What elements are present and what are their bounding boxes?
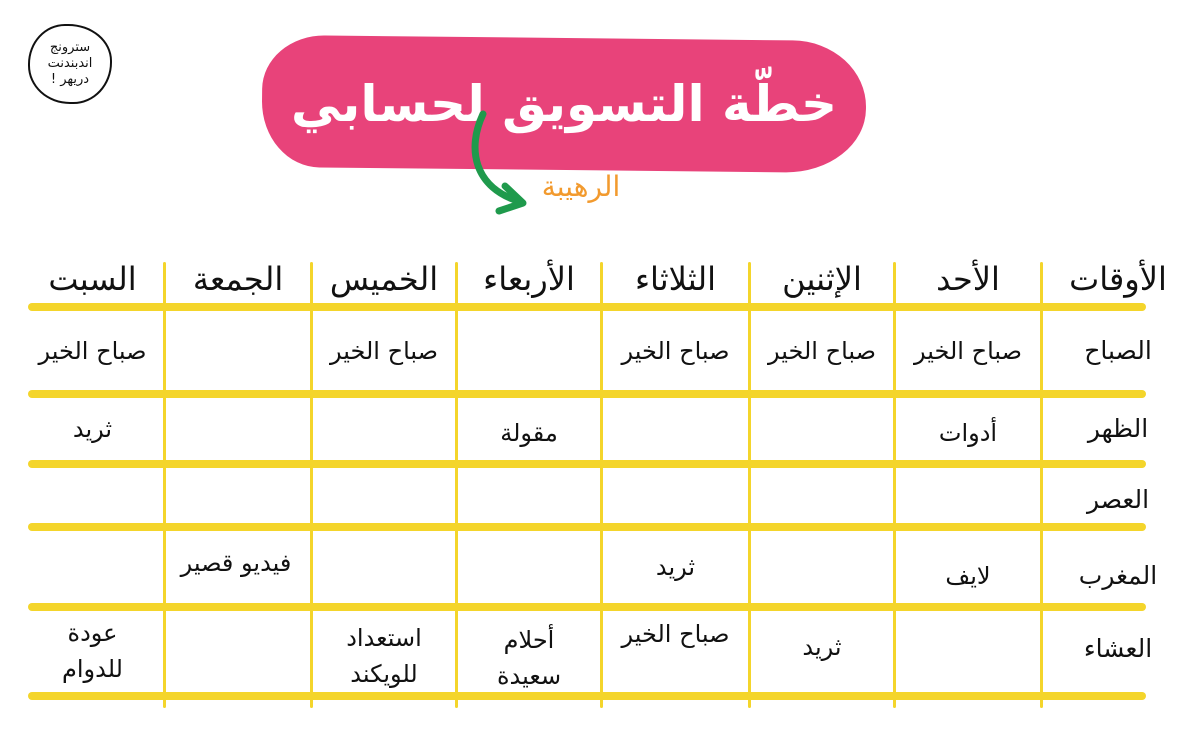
grid-line-h [28, 303, 1146, 311]
cell-afternoon-monday [751, 468, 893, 523]
cell-noon-wednesday: مقولة [500, 419, 558, 447]
header-times: الأوقات [1069, 260, 1167, 298]
cell-sunset-wednesday [458, 531, 600, 603]
time-evening: العشاء [1083, 633, 1153, 663]
header-tuesday: الثلاثاء [634, 260, 717, 298]
cell-afternoon-sunday [896, 468, 1040, 523]
cell-noon-sunday: أدوات [938, 419, 998, 447]
cell-evening-saturday: عودة للدوام [62, 619, 123, 683]
header-saturday: السبت [48, 260, 137, 298]
cell-evening-tuesday: صباح الخير [621, 620, 730, 648]
subtitle: الرهيبة [541, 170, 621, 203]
grid-line-h [28, 523, 1146, 531]
cell-sunset-tuesday: ثريد [655, 553, 696, 581]
cell-evening-friday [166, 611, 310, 692]
cell-sunset-friday: فيديو قصير [180, 549, 292, 577]
cell-evening-wednesday: أحلام سعيدة [496, 626, 562, 690]
cell-evening-monday: ثريد [802, 633, 842, 661]
time-sunset: المغرب [1078, 561, 1158, 590]
time-afternoon: العصر [1086, 485, 1150, 514]
cell-noon-friday [166, 398, 310, 460]
cell-morning-thursday: صباح الخير [330, 336, 439, 365]
header-friday: الجمعة [192, 260, 284, 298]
cell-noon-saturday: ثريد [72, 415, 113, 443]
cell-sunset-thursday [313, 531, 455, 603]
cell-sunset-saturday [22, 531, 163, 603]
brand-badge [28, 24, 112, 104]
cell-morning-tuesday: صباح الخير [621, 336, 730, 365]
cell-sunset-monday [751, 531, 893, 603]
grid-line-h [28, 390, 1146, 398]
cell-morning-wednesday [458, 311, 600, 390]
cell-afternoon-thursday [313, 468, 455, 523]
header-sunday: الأحد [936, 260, 1000, 298]
cell-afternoon-tuesday [603, 468, 748, 523]
time-noon: الظهر [1087, 414, 1149, 443]
header-monday: الإثنين [782, 260, 862, 298]
cell-morning-saturday: صباح الخير [38, 336, 147, 365]
cell-evening-thursday: استعداد للويكند [346, 624, 422, 688]
cell-morning-sunday: صباح الخير [914, 336, 1023, 365]
cell-afternoon-wednesday [458, 468, 600, 523]
cell-noon-tuesday [603, 398, 748, 460]
cell-morning-friday [166, 311, 310, 390]
cell-afternoon-friday [166, 468, 310, 523]
cell-noon-thursday [313, 398, 455, 460]
cell-afternoon-saturday [22, 468, 163, 523]
cell-evening-sunday [896, 611, 1040, 692]
page-title: خطّة التسويق لحسابي [290, 75, 838, 133]
badge-text: سترونج اندبندنت دريهر ! [47, 40, 93, 87]
header-wednesday: الأربعاء [483, 260, 575, 298]
cell-morning-monday: صباح الخير [768, 336, 877, 365]
time-morning: الصباح [1084, 335, 1152, 365]
cell-noon-monday [751, 398, 893, 460]
cell-sunset-sunday: لايف [945, 562, 991, 590]
header-thursday: الخميس [329, 260, 439, 298]
